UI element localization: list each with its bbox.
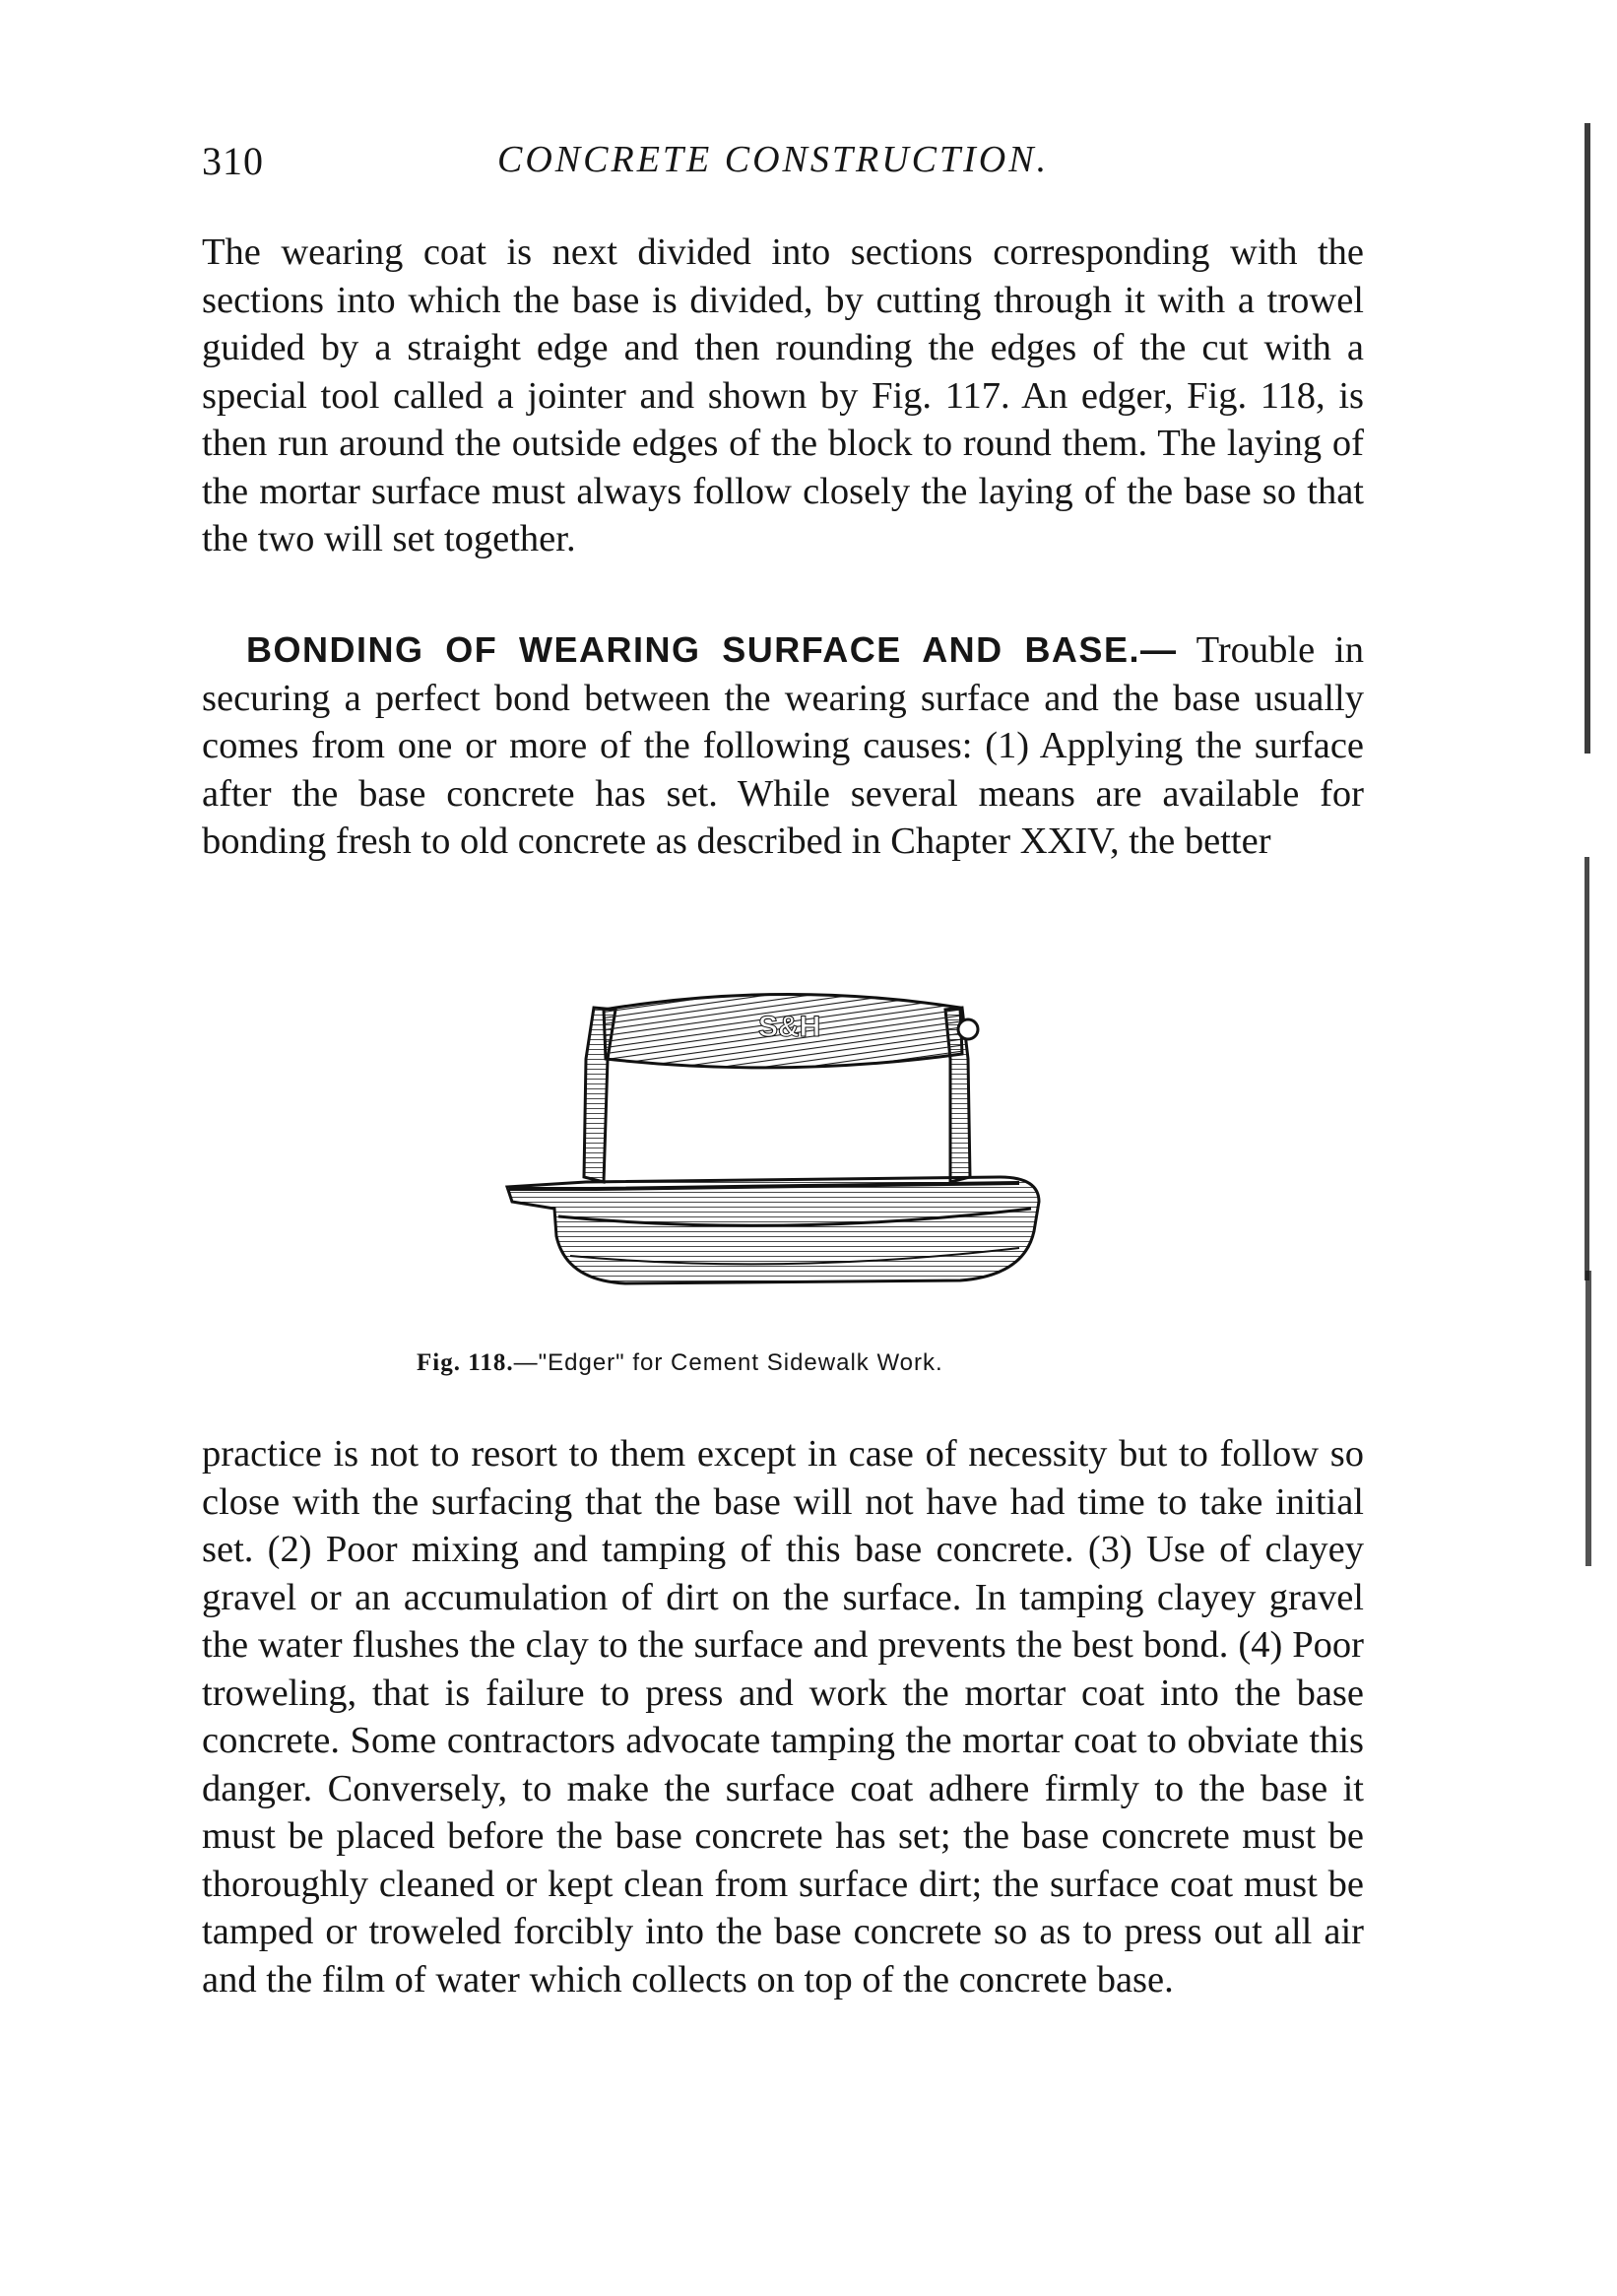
paragraph-bonding	[202, 626, 1364, 866]
figure-label: Fig. 118.	[417, 1349, 514, 1376]
page-number: 310	[202, 139, 264, 183]
paragraph-bonding-continued: practice is not to resort to them except in case of necessity but to follow so close with the surfacing that the base will not have had time to take initial set. (2) Poor mixing and tamping of this base concrete. (3) Use of clayey gravel or an accumulation of dirt on the surface. In tamping clayey gravel the water flushes the clay to the surface and prevents the best bond. (4) Poor troweling, that is failure to press and work the mortar coat into the base concrete. Some contractors advocate tamping the mortar coat to obviate this danger. Conversely, to make the surface coat adhere firmly to the base it must be placed before the base concrete has set; the base concrete must be thoroughly cleaned or kept clean from surface dirt; the surface coat must be tamped or troweled forcibly into the base concrete so as to press out all air and the film of water which collects on top of the concrete base.	[202, 1433, 1364, 2001]
page-header	[202, 138, 1364, 197]
section-heading: BONDING OF WEARING SURFACE AND BASE.—	[246, 629, 1178, 670]
handle-stamp: S&H	[758, 1011, 821, 1043]
edger-figure	[487, 980, 1078, 1315]
scan-edge-mark	[1585, 857, 1589, 1280]
paragraph-bonding-body: Trouble in securing a perfect bond between the wearing surface and the base usually comes from one or more of the following causes: (1) Applying the surface after the base concrete has set. While several means are available for bonding fresh to old concrete as described in Chapter XXIV, the better	[202, 629, 1364, 862]
edger-tool-illustration	[487, 980, 1078, 1315]
paragraph-wearing-coat: The wearing coat is next divided into sections corresponding with the sections into which the base is divided, by cutting through it with a trowel guided by a straight edge and then rounding the edges of the cut with a special tool called a jointer and shown by Fig. 117. An edger, Fig. 118, is then run around the outside edges of the block to round them. The laying of the mortar surface must always follow closely the laying of the base so that the two will set together.	[202, 231, 1364, 559]
figure-caption-text: —"Edger" for Cement Sidewalk Work.	[513, 1349, 943, 1376]
scan-edge-mark	[1585, 1271, 1591, 1566]
running-title: CONCRETE CONSTRUCTION.	[497, 139, 1050, 180]
figure-caption	[417, 1349, 1165, 1377]
scan-edge-mark	[1585, 123, 1590, 754]
